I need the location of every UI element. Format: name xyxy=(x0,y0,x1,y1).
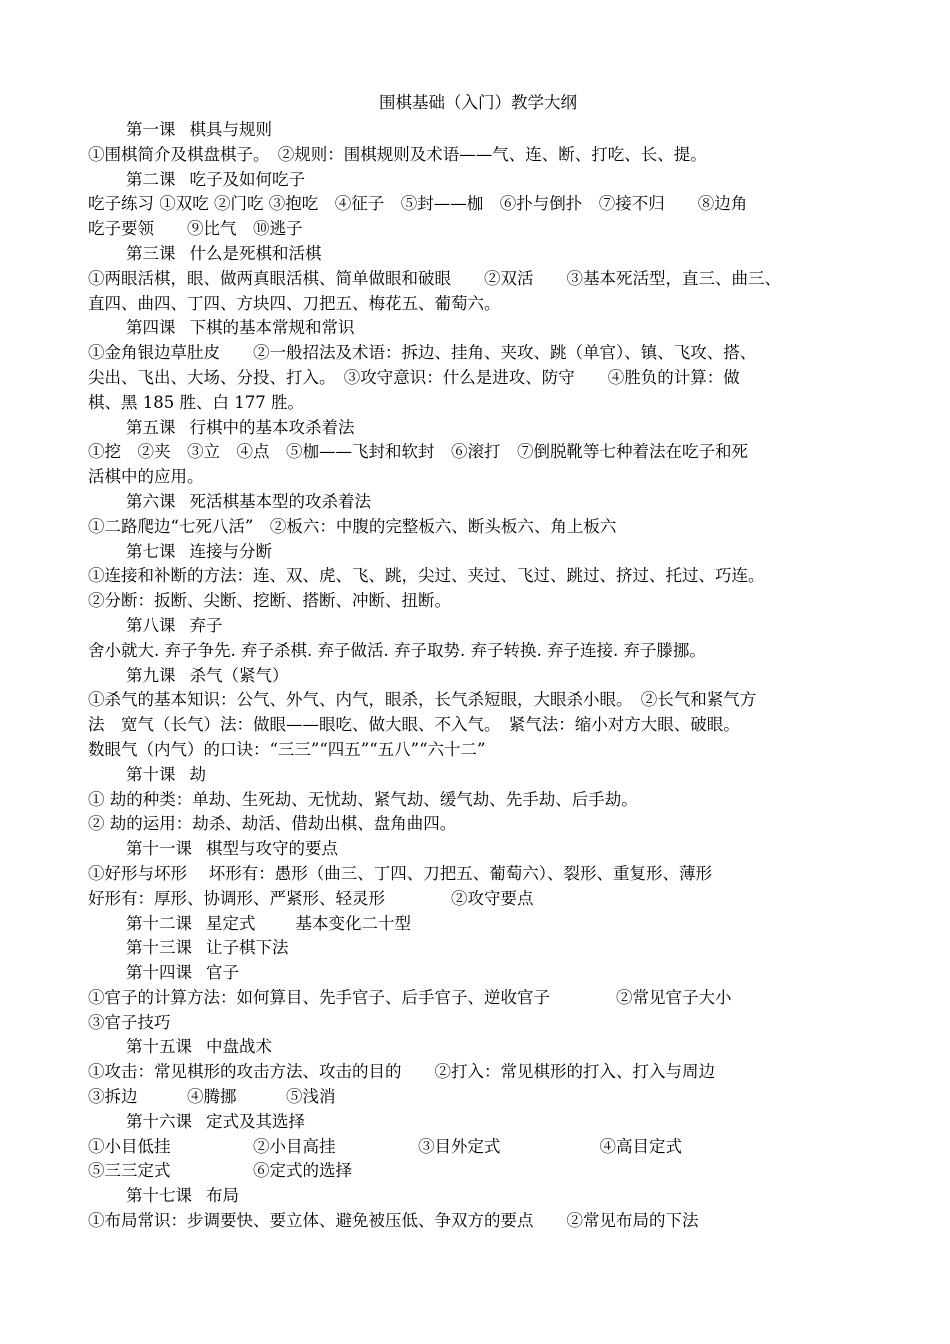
lesson-number: 第九课 xyxy=(126,665,176,685)
syllabus-content xyxy=(88,118,868,1234)
lesson-block xyxy=(88,316,868,415)
lesson-title: 官子 xyxy=(206,963,239,983)
lesson-number: 第十三课 xyxy=(126,938,192,958)
lesson-block xyxy=(88,1184,868,1234)
lesson-content-line: ③官子技巧 xyxy=(88,1012,171,1032)
lesson-title: 弃子 xyxy=(189,615,223,635)
lesson-heading xyxy=(88,763,868,788)
lesson-number: 第一课 xyxy=(126,120,176,139)
lesson-heading xyxy=(88,540,868,565)
lesson-block xyxy=(88,118,868,168)
lesson-number: 第七课 xyxy=(126,541,176,561)
lesson-content-line: 数眼气（内气）的口诀：“三三”“四五”“五八”“六十二” xyxy=(88,739,486,759)
lesson-content-line: ①挖 ②夹 ③立 ④点 ⑤枷——飞封和软封 ⑥滚打 ⑦倒脱靴等七种着法在吃子和死 xyxy=(88,442,748,462)
lesson-content-line: ②分断：扳断、尖断、挖断、搭断、冲断、扭断。 xyxy=(88,591,451,611)
lesson-number: 第五课 xyxy=(126,417,176,437)
lesson-heading xyxy=(88,242,868,267)
lesson-heading xyxy=(88,1110,868,1135)
lesson-number: 第八课 xyxy=(126,615,176,635)
lesson-title: 连接与分断 xyxy=(189,541,272,561)
lesson-block xyxy=(88,961,868,1035)
lesson-title: 下棋的基本常规和常识 xyxy=(189,318,355,338)
lesson-number: 第十课 xyxy=(126,764,176,784)
lesson-block xyxy=(88,416,868,490)
lesson-content-line: ①围棋简介及棋盘棋子。 ②规则：围棋规则及术语——气、连、断、打吃、长、提。 xyxy=(88,144,707,164)
lesson-content-line: 舍小就大. 弃子争先. 弃子杀棋. 弃子做活. 弃子取势. 弃子转换. 弃子连接. 弃子滕挪。 xyxy=(88,640,706,660)
lesson-heading xyxy=(88,316,868,341)
lesson-title: 棋型与攻守的要点 xyxy=(206,839,338,859)
lesson-number: 第十四课 xyxy=(126,963,192,983)
lesson-title: 死活棋基本型的攻杀着法 xyxy=(189,491,371,511)
lesson-number: 第六课 xyxy=(126,491,176,511)
lesson-heading xyxy=(88,490,868,515)
lesson-block xyxy=(88,664,868,763)
lesson-content-line: ⑤三三定式 ⑥定式的选择 xyxy=(88,1161,352,1181)
lesson-content-line: ①杀气的基本知识：公气、外气、内气，眼杀，长气杀短眼，大眼杀小眼。 ②长气和紧气方 xyxy=(88,690,757,710)
lesson-number: 第十五课 xyxy=(126,1037,192,1057)
lesson-content-line: ① 劫的种类：单劫、生死劫、无忧劫、紧气劫、缓气劫、先手劫、后手劫。 xyxy=(88,789,638,809)
lesson-heading xyxy=(88,961,868,986)
lesson-content-line: ①金角银边草肚皮 ②一般招法及术语：拆边、挂角、夹攻、跳（单官）、镇、飞攻、搭、 xyxy=(88,343,757,363)
lesson-heading xyxy=(88,837,868,862)
document-title: 围棋基础（入门）教学大纲 xyxy=(379,93,577,112)
lesson-block xyxy=(88,490,868,540)
lesson-title: 定式及其选择 xyxy=(206,1111,305,1131)
lesson-content-line: ①布局常识：步调要快、要立体、避免被压低、争双方的要点 ②常见布局的下法 xyxy=(88,1211,699,1231)
lesson-block xyxy=(88,242,868,316)
lesson-content-line: 棋、黑 185 胜、白 177 胜。 xyxy=(88,392,304,412)
lesson-title: 杀气（紧气） xyxy=(189,665,289,685)
lesson-title: 什么是死棋和活棋 xyxy=(189,243,322,263)
lesson-content-line: ①攻击：常见棋形的攻击方法、攻击的目的 ②打入：常见棋形的打入、打入与周边 xyxy=(88,1062,715,1082)
lesson-content-line: 法 宽气（长气）法：做眼——眼吃、做大眼、不入气。 紧气法：缩小对方大眼、破眼。 xyxy=(88,715,740,735)
lesson-title: 布局 xyxy=(206,1186,239,1206)
lesson-content-line: ①好形与坏形 坏形有：愚形（曲三、丁四、刀把五、葡萄六）、裂形、重复形、薄形 xyxy=(88,863,712,883)
lesson-number: 第十二课 xyxy=(126,913,192,933)
lesson-title: 让子棋下法 xyxy=(206,938,289,958)
lesson-content-line: ①两眼活棋，眼、做两真眼活棋、简单做眼和破眼 ②双活 ③基本死活型，直三、曲三、 xyxy=(88,268,781,288)
lesson-block xyxy=(88,1035,868,1109)
lesson-content-line: 吃子练习 ①双吃 ②门吃 ③抱吃 ④征子 ⑤封——枷 ⑥扑与倒扑 ⑦接不归 ⑧边角 xyxy=(88,194,748,214)
lesson-content-line: ①小目低挂 ②小目高挂 ③目外定式 ④高目定式 xyxy=(88,1136,682,1156)
lesson-content-line: ③拆边 ④腾挪 ⑤浅消 xyxy=(88,1087,336,1107)
lesson-content-line: ①二路爬边“七死八活” ②板六：中腹的完整板六、断头板六、角上板六 xyxy=(88,516,617,536)
lesson-title: 星定式 xyxy=(206,913,256,933)
lesson-subtitle: 基本变化二十型 xyxy=(295,913,411,933)
lesson-heading xyxy=(88,614,868,639)
lesson-number: 第十一课 xyxy=(126,839,192,859)
lesson-heading xyxy=(88,118,868,143)
lesson-heading xyxy=(88,1184,868,1209)
lesson-block xyxy=(88,912,868,937)
lesson-number: 第十七课 xyxy=(126,1186,192,1206)
lesson-block xyxy=(88,763,868,837)
lesson-content-line: ①官子的计算方法：如何算目、先手官子、后手官子、逆收官子 ②常见官子大小 xyxy=(88,987,732,1007)
lesson-heading xyxy=(88,416,868,441)
lesson-title: 中盘战术 xyxy=(206,1037,272,1057)
lesson-heading xyxy=(88,168,868,193)
lesson-number: 第十六课 xyxy=(126,1111,192,1131)
lesson-content-line: 尖出、飞出、大场、分投、打入。 ③攻守意识：什么是进攻、防守 ④胜负的计算：做 xyxy=(88,367,740,387)
lesson-block xyxy=(88,614,868,664)
lesson-content-line: ② 劫的运用：劫杀、劫活、借劫出棋、盘角曲四。 xyxy=(88,814,457,834)
lesson-number: 第二课 xyxy=(126,169,176,189)
lesson-title: 棋具与规则 xyxy=(189,120,272,139)
lesson-content-line: ①连接和补断的方法：连、双、虎、飞、跳，尖过、夹过、飞过、跳过、挤过、托过、巧连。 xyxy=(88,566,765,586)
lesson-content-line: 好形有：厚形、协调形、严紧形、轻灵形 ②攻守要点 xyxy=(88,888,534,908)
lesson-title: 劫 xyxy=(189,764,206,784)
lesson-number: 第四课 xyxy=(126,318,176,338)
lesson-content-line: 活棋中的应用。 xyxy=(88,467,204,487)
lesson-block xyxy=(88,837,868,911)
lesson-heading xyxy=(88,912,868,937)
lesson-title: 吃子及如何吃子 xyxy=(189,169,305,189)
lesson-content-line: 直四、曲四、丁四、方块四、刀把五、梅花五、葡萄六。 xyxy=(88,293,501,313)
lesson-number: 第三课 xyxy=(126,243,176,263)
lesson-heading xyxy=(88,1035,868,1060)
lesson-block xyxy=(88,168,868,242)
lesson-block xyxy=(88,540,868,614)
lesson-block xyxy=(88,1110,868,1184)
lesson-title: 行棋中的基本攻杀着法 xyxy=(189,417,355,437)
lesson-content-line: 吃子要领 ⑨比气 ⑩逃子 xyxy=(88,219,303,239)
lesson-heading xyxy=(88,936,868,961)
lesson-block xyxy=(88,936,868,961)
lesson-heading xyxy=(88,664,868,689)
